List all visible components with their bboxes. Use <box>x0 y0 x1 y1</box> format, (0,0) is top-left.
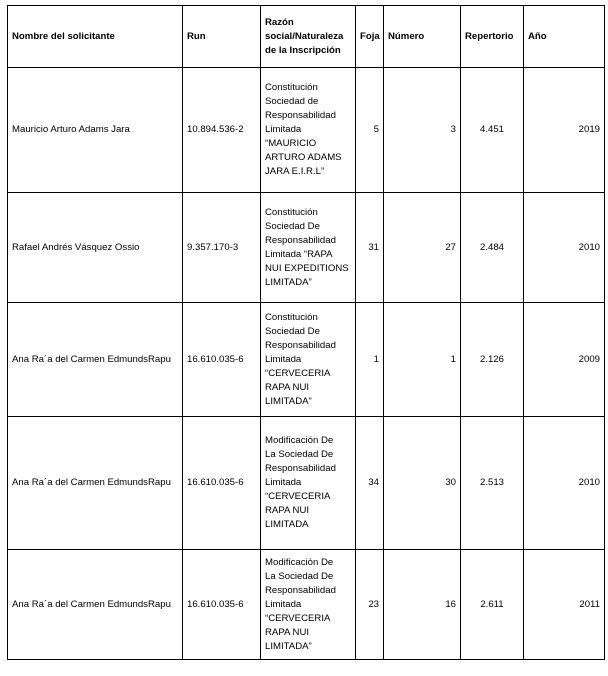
cell-solicitante: Ana Ra´a del Carmen EdmundsRapu <box>8 417 183 550</box>
cell-foja: 5 <box>356 68 384 193</box>
header-solicitante: Nombre del solicitante <box>8 6 183 68</box>
cell-run: 16.610.035-6 <box>183 303 261 417</box>
cell-numero: 3 <box>384 68 461 193</box>
cell-razon: Constitución Sociedad de Responsabilidad Limitada “MAURICIO ARTURO ADAMS JARA E.I.R.L” <box>261 68 356 193</box>
table-row <box>8 550 605 660</box>
table-row <box>8 193 605 303</box>
cell-numero: 30 <box>384 417 461 550</box>
table-row <box>8 417 605 550</box>
cell-anio: 2009 <box>524 303 605 417</box>
header-numero: Número <box>384 6 461 68</box>
cell-foja: 31 <box>356 193 384 303</box>
cell-anio: 2011 <box>524 550 605 660</box>
cell-repertorio: 2.484 <box>461 193 524 303</box>
cell-foja: 1 <box>356 303 384 417</box>
header-razon: Razón social/Naturaleza de la Inscripción <box>261 6 356 68</box>
cell-repertorio: 2.611 <box>461 550 524 660</box>
registry-table <box>7 5 605 660</box>
cell-numero: 27 <box>384 193 461 303</box>
cell-run: 10.894.536-2 <box>183 68 261 193</box>
cell-razon: Constitución Sociedad De Responsabilidad Limitada “RAPA NUI EXPEDITIONS LIMITADA” <box>261 193 356 303</box>
cell-repertorio: 2.513 <box>461 417 524 550</box>
header-row <box>8 6 605 68</box>
header-foja: Foja <box>356 6 384 68</box>
header-anio: Año <box>524 6 605 68</box>
cell-repertorio: 2.126 <box>461 303 524 417</box>
cell-anio: 2010 <box>524 193 605 303</box>
header-repertorio: Repertorio <box>461 6 524 68</box>
cell-razon: Constitución Sociedad De Responsabilidad Limitada “CERVECERIA RAPA NUI LIMITADA” <box>261 303 356 417</box>
table-row <box>8 303 605 417</box>
cell-repertorio: 4.451 <box>461 68 524 193</box>
cell-foja: 23 <box>356 550 384 660</box>
cell-run: 9.357.170-3 <box>183 193 261 303</box>
cell-solicitante: Rafael Andrés Vásquez Ossio <box>8 193 183 303</box>
header-run: Run <box>183 6 261 68</box>
cell-numero: 16 <box>384 550 461 660</box>
cell-razon: Modificación De La Sociedad De Responsabilidad Limitada “CERVECERIA RAPA NUI LIMITADA” <box>261 550 356 660</box>
cell-anio: 2019 <box>524 68 605 193</box>
cell-foja: 34 <box>356 417 384 550</box>
cell-solicitante: Ana Ra´a del Carmen EdmundsRapu <box>8 303 183 417</box>
table-row <box>8 68 605 193</box>
cell-solicitante: Ana Ra´a del Carmen EdmundsRapu <box>8 550 183 660</box>
cell-run: 16.610.035-6 <box>183 550 261 660</box>
cell-numero: 1 <box>384 303 461 417</box>
cell-razon: Modificación De La Sociedad De Responsabilidad Limitada “CERVECERIA RAPA NUI LIMITADA <box>261 417 356 550</box>
cell-run: 16.610.035-6 <box>183 417 261 550</box>
cell-solicitante: Mauricio Arturo Adams Jara <box>8 68 183 193</box>
cell-anio: 2010 <box>524 417 605 550</box>
